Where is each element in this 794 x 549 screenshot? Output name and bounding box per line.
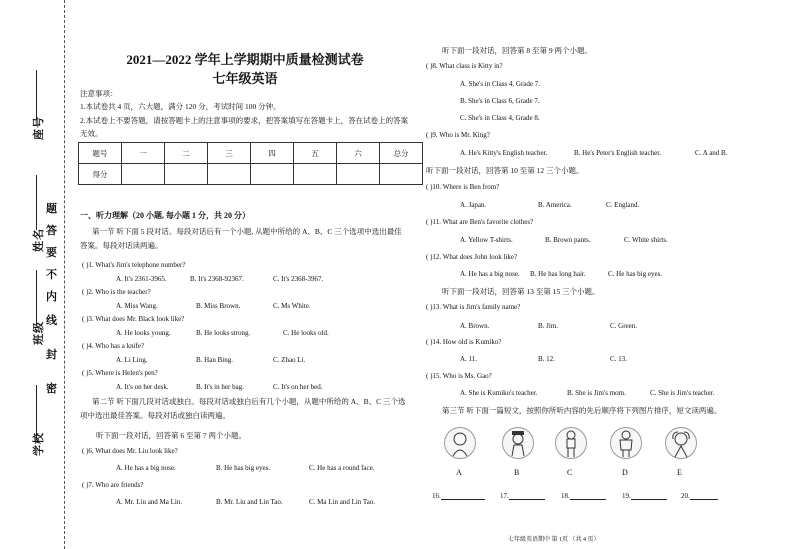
class-label: 班级 [33, 321, 45, 345]
answer-blank-16 [432, 492, 485, 500]
picture-letter: D [622, 468, 628, 477]
intro-13-15: 听下面一段对话，回答第 13 至第 15 三个小题。 [442, 287, 600, 296]
notes-line2a: 2.本试卷上不要答题，请按答题卡上的注意事项的要求，把答案填写在答题卡上，答在试卷上的答案 [80, 116, 409, 125]
option: A. Miss Wang. [116, 302, 158, 310]
option: C. He has big eyes. [608, 270, 663, 278]
part1-instructions-cont: 答案。每段对话读两遍。 [80, 241, 163, 250]
option: A. Mr. Liu and Ma Lin. [116, 498, 183, 506]
option: C. Ma Lin and Lin Tao. [309, 498, 376, 506]
question-8: ( )8. What class is Kitty in? [426, 62, 503, 70]
girl-icon [666, 428, 696, 458]
option: A. He has a big nose. [460, 270, 520, 278]
picture-letter: E [677, 468, 682, 477]
blank-number: 16. [432, 492, 441, 500]
picture-letter: C [567, 468, 573, 477]
option: B. It's in her bag. [196, 383, 244, 391]
blank-number: 20. [681, 492, 690, 500]
intro-6-7: 听下面一段对话，回答第 6 至第 7 两个小题。 [96, 431, 246, 440]
score-cell [380, 164, 423, 185]
score-header-cell: 题号 [79, 143, 122, 164]
option: C. She's in Class 4, Grade 8. [460, 114, 540, 122]
picture-letter: B [514, 468, 520, 477]
score-cell [337, 164, 380, 185]
name-underline [36, 175, 37, 230]
binding-line [64, 0, 65, 549]
option: A. He looks young. [116, 329, 171, 337]
school-label: 学校 [33, 432, 45, 456]
blank-number: 19. [622, 492, 631, 500]
seal-char: 线 [46, 315, 58, 327]
seal-char: 内 [46, 291, 58, 303]
option: C. 13. [610, 355, 627, 363]
option: A. She's in Class 4, Grade 7. [460, 80, 541, 88]
standing-man-icon [556, 428, 586, 458]
question-12: ( )12. What does John look like? [426, 253, 518, 261]
score-header-cell: 五 [294, 143, 337, 164]
option: C. White shirts. [624, 236, 668, 244]
option: C. It's on her bed. [273, 383, 323, 391]
option: B. Brown pants. [545, 236, 591, 244]
seat-label: 座号 [33, 116, 45, 140]
option: B. He's Peter's English teacher. [574, 149, 661, 157]
person-picture-c [555, 427, 587, 459]
seal-char: 题 [46, 203, 58, 215]
option: A. Yellow T-shirts. [460, 236, 513, 244]
seal-char: 不 [46, 269, 58, 281]
class-underline [36, 270, 37, 325]
answer-blank-18 [561, 492, 606, 500]
option: B. Han Bing. [196, 356, 233, 364]
part1-instructions: 第一节 听下面 5 段对话。每段对话后有一个小题, 从题中所给的 A、B、C 三个选项中选出最佳 [92, 227, 402, 236]
score-cell [294, 164, 337, 185]
score-header-cell: 一 [122, 143, 165, 164]
option: B. He looks strong. [196, 329, 251, 337]
question-5: ( )5. Where is Helen's pen? [82, 369, 158, 377]
option: C. Zhao Li. [273, 356, 306, 364]
question-15: ( )15. Who is Ms. Gao? [426, 372, 492, 380]
option: A. Li Ling. [116, 356, 148, 364]
option: C. She is Jim's teacher. [650, 389, 715, 397]
option: A. Japan. [460, 201, 487, 209]
score-cell [251, 164, 294, 185]
school-underline [36, 385, 37, 440]
score-header-cell: 四 [251, 143, 294, 164]
seal-char: 密 [46, 383, 58, 395]
part2-instructions-cont: 项中选出最佳答案。每段对话或独白读两遍。 [80, 411, 230, 420]
option: B. She is Jim's mom. [567, 389, 626, 397]
option: B. It's 2368-92367. [190, 275, 244, 283]
question-9: ( )9. Who is Mr. King? [426, 131, 490, 139]
seal-char: 答 [46, 225, 58, 237]
notes-heading: 注意事项： [80, 89, 118, 98]
option: A. She is Kumiko's teacher. [460, 389, 538, 397]
option: B. 12. [538, 355, 555, 363]
section1-title: 一、听力理解（20 小题, 每小题 1 分，共 20 分） [80, 211, 250, 220]
person-picture-b [502, 427, 534, 459]
score-row-label: 得分 [79, 164, 122, 185]
option: B. He has long hair. [530, 270, 586, 278]
score-cell [208, 164, 251, 185]
answer-blank-17 [500, 492, 545, 500]
option: A. He's Kitty's English teacher. [460, 149, 548, 157]
exam-title: 2021—2022 学年上学期期中质量检测试卷 [126, 52, 364, 67]
blank-number: 17. [500, 492, 509, 500]
blank-number: 18. [561, 492, 570, 500]
boy-icon [445, 428, 475, 458]
page-footer: 七年级英语期中 第 1页 （共 4 页） [508, 537, 600, 543]
exam-subtitle: 七年级英语 [212, 71, 278, 86]
hat-person-icon [503, 428, 533, 458]
option: B. He has big eyes. [216, 464, 271, 472]
intro-10-12: 听下面一段对话，回答第 10 至第 12 三个小题。 [426, 166, 584, 175]
option: C. He looks old. [283, 329, 329, 337]
person-picture-a [444, 427, 476, 459]
score-table-header-row [79, 143, 423, 164]
seat-underline [36, 70, 37, 120]
seal-char: 要 [46, 247, 58, 259]
option: A. 11. [460, 355, 478, 363]
score-table [78, 142, 423, 185]
question-4: ( )4. Who has a knife? [82, 342, 145, 350]
question-3: ( )3. What does Mr. Black look like? [82, 315, 185, 323]
picture-letter: A [456, 468, 462, 477]
name-label: 姓名 [33, 228, 45, 252]
score-header-cell: 六 [337, 143, 380, 164]
option: A. It's on her desk. [116, 383, 169, 391]
option: A. It's 2361-3965. [116, 275, 167, 283]
answer-blank-20 [681, 492, 718, 500]
question-7: ( )7. Who are friends? [82, 481, 144, 489]
option: C. He has a round face. [309, 464, 375, 472]
score-cell [165, 164, 208, 185]
option: C. A and B. [695, 149, 728, 157]
question-2: ( )2. Who is the teacher? [82, 288, 151, 296]
option: C. Ms White. [273, 302, 311, 310]
score-cell [122, 164, 165, 185]
suit-man-icon [611, 428, 641, 458]
score-table-score-row [79, 164, 423, 185]
option: B. Miss Brown. [196, 302, 241, 310]
question-13: ( )13. What is Jim's family name? [426, 303, 521, 311]
part2-instructions: 第二节 听下面几段对话或独白。每段对话或独白后有几个小题，从题中所给的 A、B、C 三个选 [92, 397, 406, 406]
option: C. Green. [610, 322, 638, 330]
option: A. Brown. [460, 322, 490, 330]
person-picture-d [610, 427, 642, 459]
question-1: ( )1. What's Jim's telephone number? [82, 261, 186, 269]
score-header-cell: 三 [208, 143, 251, 164]
option: A. He has a big nose. [116, 464, 176, 472]
question-14: ( )14. How old is Kumiko? [426, 338, 502, 346]
score-header-cell: 二 [165, 143, 208, 164]
option: B. She's in Class 6, Grade 7. [460, 97, 540, 105]
option: B. America. [538, 201, 572, 209]
question-10: ( )10. Where is Ben from? [426, 183, 500, 191]
answer-blank-19 [622, 492, 667, 500]
person-picture-e [665, 427, 697, 459]
question-11: ( )11. What are Ben's favorite clothes? [426, 218, 534, 226]
option: C. It's 2368-3967. [273, 275, 324, 283]
option: B. Mr. Liu and Lin Tao. [216, 498, 283, 506]
seal-char: 封 [46, 349, 58, 361]
notes-line1: 1.本试卷共 4 页，六大题，满分 120 分，考试时间 100 分钟。 [80, 102, 281, 111]
seat-label-wrap [30, 116, 54, 156]
option: C. England. [606, 201, 640, 209]
option: B. Jim. [538, 322, 559, 330]
notes-line2b: 无效。 [80, 129, 103, 138]
part3-instructions: 第三节 听下面一篇短文，按照你所听内容的先后顺序将下列图片排序，短文读两遍。 [442, 406, 722, 415]
question-6: ( )6. What does Mr. Liu look like? [82, 447, 178, 455]
score-header-cell: 总分 [380, 143, 423, 164]
intro-8-9: 听下面一段对话，回答第 8 至第 9 两个小题。 [442, 46, 592, 55]
